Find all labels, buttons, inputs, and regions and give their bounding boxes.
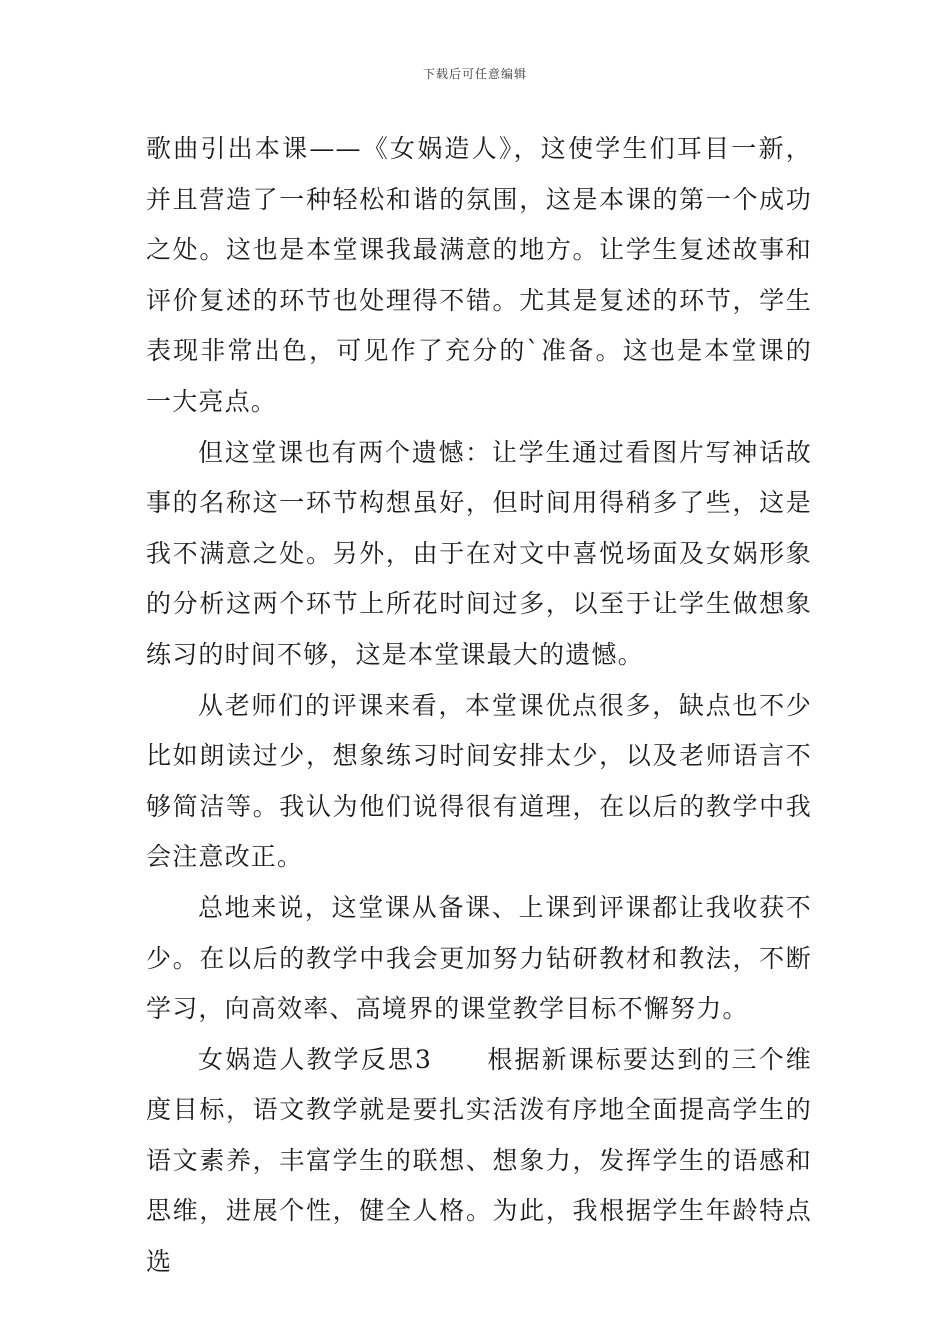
document-body: [146, 124, 812, 1288]
paragraph-2: 但这堂课也有两个遗憾：让学生通过看图片写神话故事的名称这一环节构想虽好，但时间用得稍多了些，这是我不满意之处。另外，由于在对文中喜悦场面及女娲形象的分析这两个环节上所花时间过多，以至于让学生做想象练习的时间不够，这是本堂课最大的遗憾。: [146, 437, 812, 669]
header-note: 下载后可任意编辑: [422, 67, 527, 81]
paragraph-4: 总地来说，这堂课从备课、上课到评课都让我收获不少。在以后的教学中我会更加努力钻研教材和教法，不断学习，向高效率、高境界的课堂教学目标不懈努力。: [146, 892, 812, 1024]
paragraph-3: 从老师们的评课来看，本堂课优点很多，缺点也不少比如朗读过少，想象练习时间安排太少，以及老师语言不够简洁等。我认为他们说得很有道理，在以后的教学中我会注意改正。: [146, 690, 812, 872]
paragraph-1: 歌曲引出本课——《女娲造人》，这使学生们耳目一新，并且营造了一种轻松和谐的氛围，这是本课的第一个成功之处。这也是本堂课我最满意的地方。让学生复述故事和评价复述的环节也处理得不错。尤其是复述的环节，学生表现非常出色，可见作了充分的`准备。这也是本堂课的一大亮点。: [146, 134, 812, 416]
paragraph-5: 女娲造人教学反思3 根据新课标要达到的三个维度目标，语文教学就是要扎实活泼有序地全面提高学生的语文素养，丰富学生的联想、想象力，发挥学生的语感和思维，进展个性，健全人格。为此，我根据学生年龄特点选: [146, 1044, 812, 1277]
